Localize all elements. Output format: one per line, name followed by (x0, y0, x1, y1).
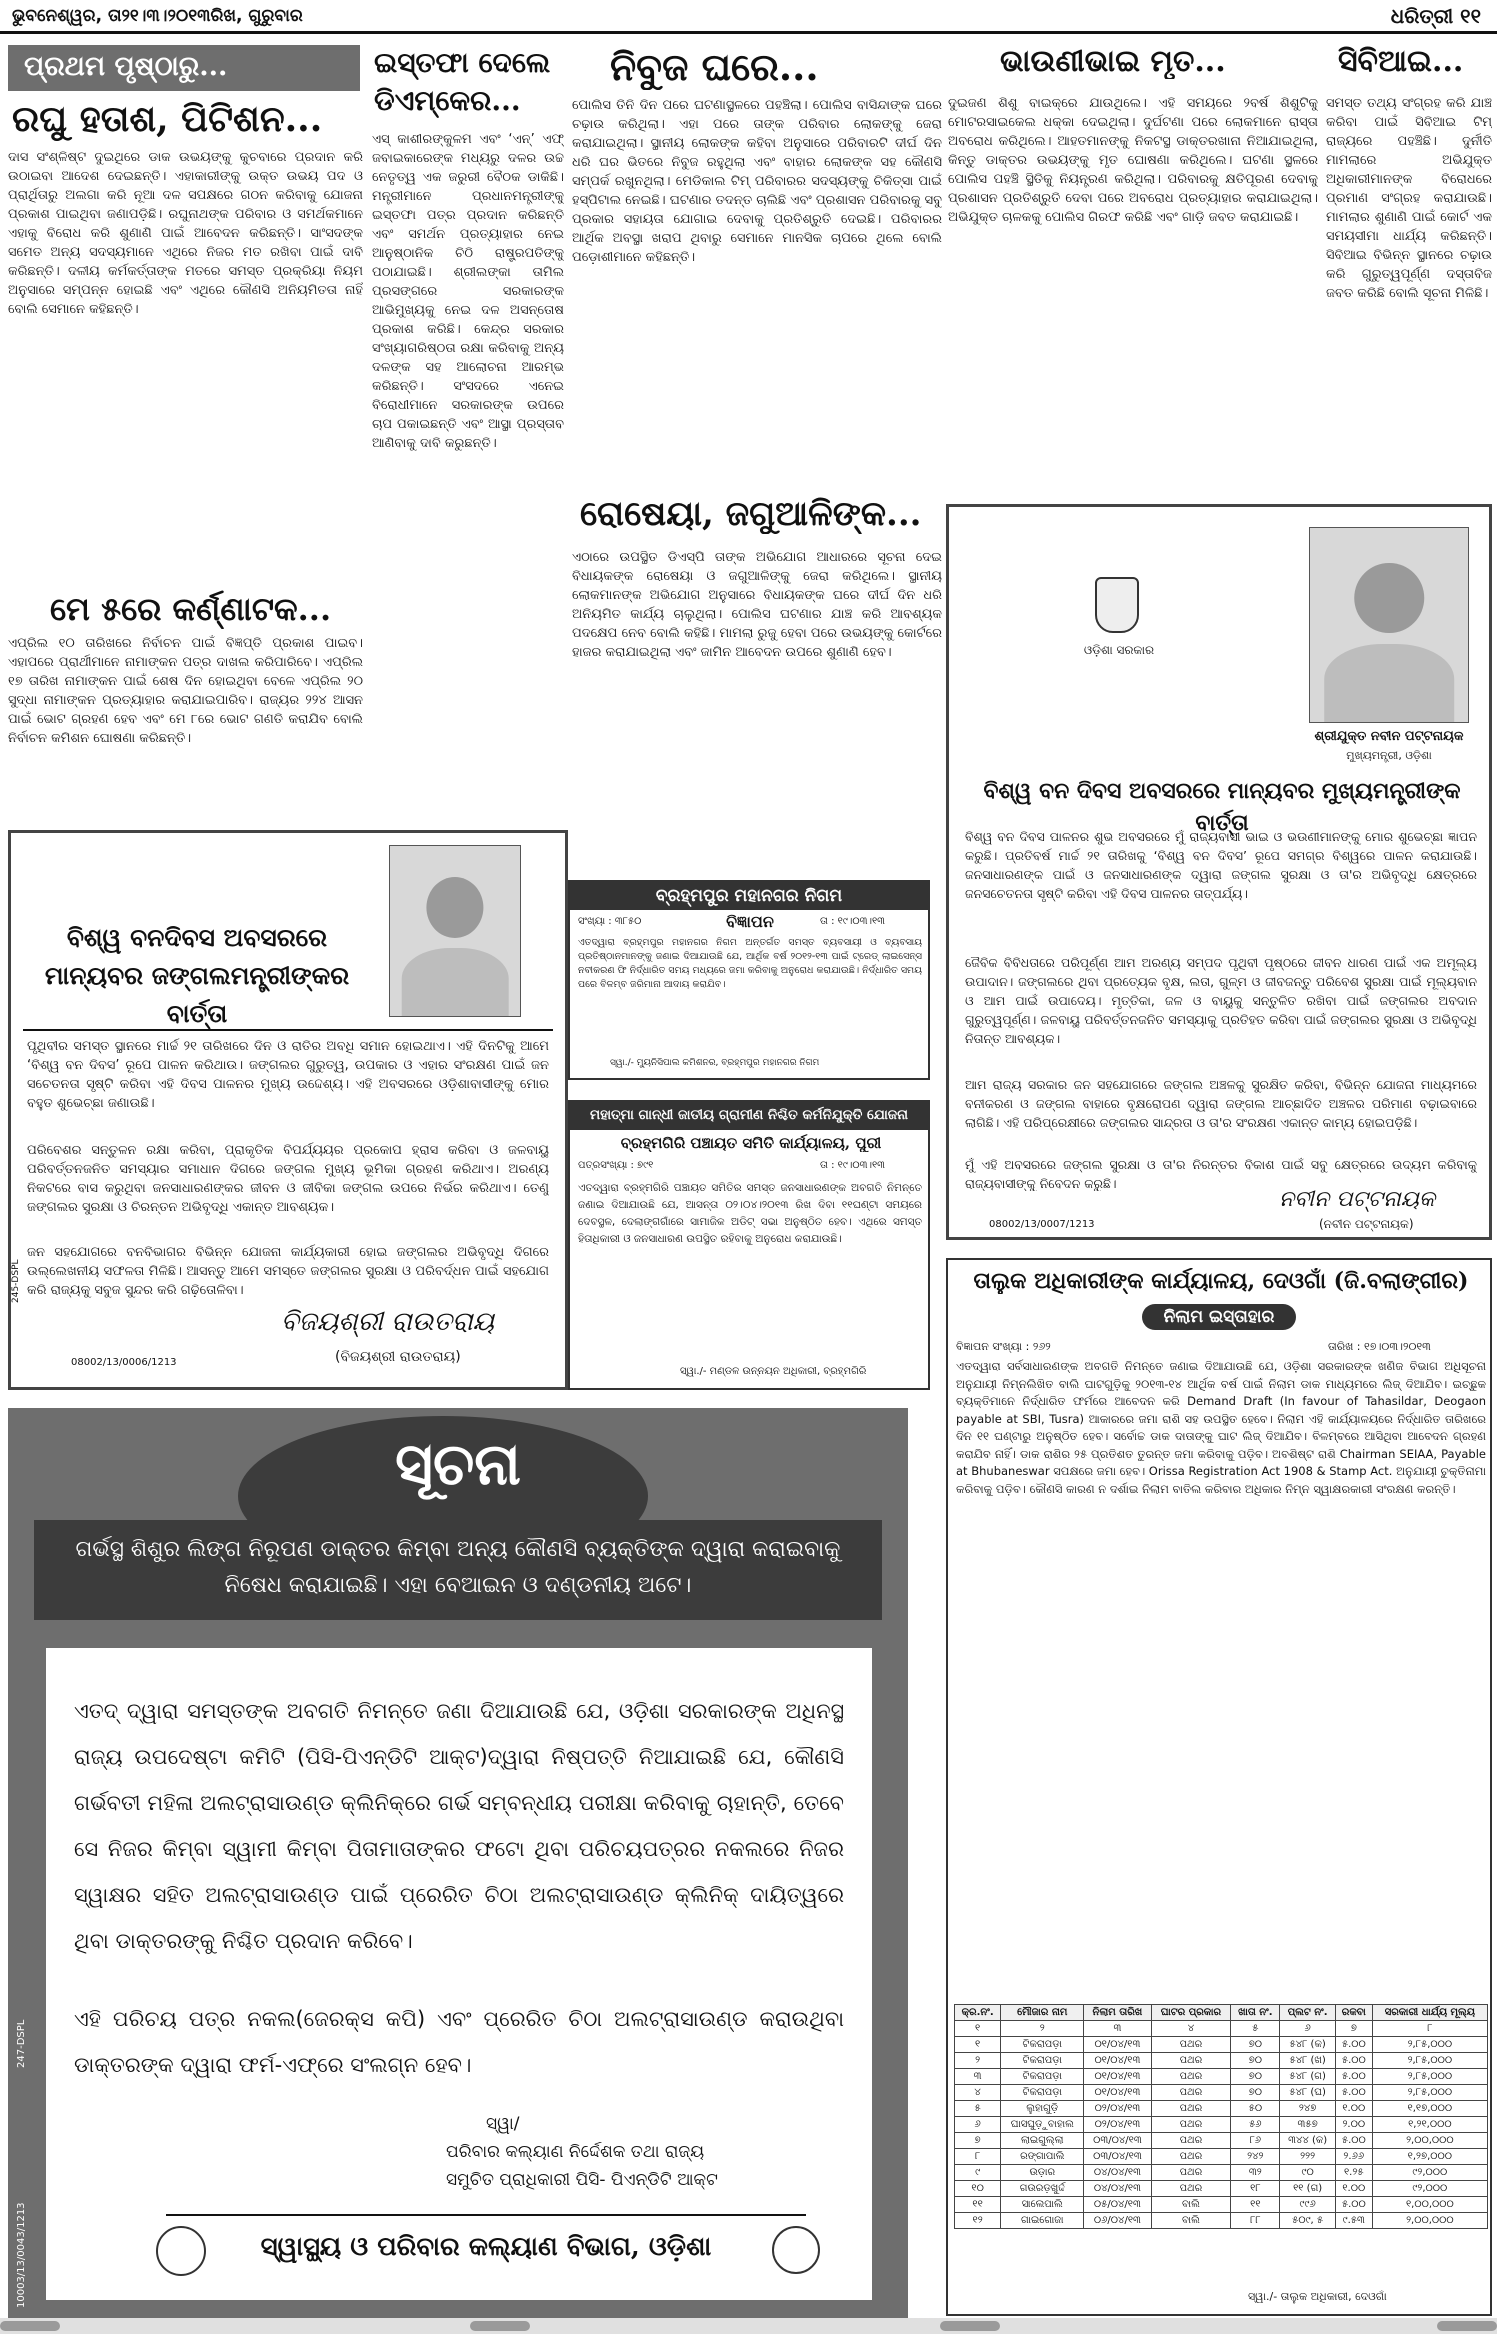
table-cell: ୫.୦୦ (1335, 2197, 1372, 2213)
table-cell: ୯ (955, 2165, 1001, 2181)
table-cell: ୫୪୮ (ଖ) (1280, 2053, 1336, 2069)
table-cell: ଘାସଘୁଡ଼ୁବାହାଲ (1001, 2117, 1084, 2133)
table-cell: ୫.୦୦ (1335, 2133, 1372, 2149)
table-cell: ଟିକରାପଡ଼ା (1001, 2085, 1084, 2101)
table-cell: ୧.୦୦ (1335, 2101, 1372, 2117)
cm-signer: (ନବୀନ ପଟ୍ଟନାୟକ) (1319, 1217, 1414, 1231)
suchana-body-panel (46, 1648, 872, 2300)
mgnrega-office: ବ୍ରହ୍ମଗିରି ପଞ୍ଚାୟତ ସମିତି କାର୍ଯ୍ୟାଳୟ, ପୁରୀ (620, 1134, 882, 1152)
tehsil-body: ଏତଦ୍ୱାରା ସର୍ବସାଧାରଣଙ୍କ ଅବଗତି ନିମନ୍ତେ ଜଣାଇ ଦିଆଯାଉଛି ଯେ, ଓଡ଼ିଶା ସରକାରଙ୍କ ଖଣିଜ ବିଭାଗ ଅଧିସୂଚନା ଅନୁଯାୟୀ ନିମ୍ନଲିଖିତ ବାଲି ଘାଟଗୁଡ଼ିକୁ ୨୦୧୩-୧୪ ଆର୍ଥିକ ବର୍ଷ ପାଇଁ ନିଲାମ ଡାକ ମାଧ୍ୟମରେ ଲିଜ୍ ଦିଆଯିବ। ଇଚ୍ଛୁକ ବ୍ୟକ୍ତିମାନେ ନିର୍ଦ୍ଧାରିତ ଫର୍ମରେ ଆବେଦନ କରି Demand Draft (In favour of Tahasildar, Deogaon payable at SBI, Tusra) ଆକାରରେ ଜମା ରାଶି ସହ ଉପସ୍ଥିତ ହେବେ। ନିଲାମ ଏହି କାର୍ଯ୍ୟାଳୟରେ ନିର୍ଦ୍ଧାରିତ ତାରିଖରେ ଦିନ ୧୧ ଘଣ୍ଟାରୁ ଅନୁଷ୍ଠିତ ହେବ। ସର୍ବୋଚ୍ଚ ଡାକ ଦାତାଙ୍କୁ ଘାଟ ଲିଜ୍ ଦିଆଯିବ। ବିଳମ୍ବରେ ଆସିଥିବା ଆବେଦନ ଗ୍ରହଣ କରାଯିବ ନାହିଁ। ଡାକ ରାଶିର ୨୫ ପ୍ରତିଶତ ତୁରନ୍ତ ଜମା କରିବାକୁ ପଡ଼ିବ। ଅବଶିଷ୍ଟ ରାଶି Chairman SEIAA, Payable at Bhubaneswar ସପକ୍ଷରେ ଜମା ହେବ। Orissa Registration Act 1908 & Stamp Act. ଅନୁଯାୟୀ ଚୁକ୍ତିନାମା କରିବାକୁ ପଡ଼ିବ। କୌଣସି କାରଣ ନ ଦର୍ଶାଇ ନିଲାମ ବାତିଲ କରିବାର ଅଧିକାର ନିମ୍ନ ସ୍ୱାକ୍ଷରକାରୀ ସଂରକ୍ଷଣ କରନ୍ତି। (956, 1359, 1486, 1496)
berhampur-ad (568, 880, 930, 1080)
table-cell: ୧,୦୦,୦୦୦ (1372, 2197, 1487, 2213)
table-cell: ୩୨ (1231, 2165, 1280, 2181)
table-cell: ବାଲି (1151, 2197, 1231, 2213)
table-cell: ୫୪୮ (କ) (1280, 2037, 1336, 2053)
table-row (955, 2117, 1488, 2133)
cm-para3: ଆମ ରାଜ୍ୟ ସରକାର ଜନ ସହଯୋଗରେ ଜଙ୍ଗଲ ଅଞ୍ଚଳକୁ ସୁରକ୍ଷିତ କରିବା, ବିଭିନ୍ନ ଯୋଜନା ମାଧ୍ୟମରେ ବନୀକରଣ ଓ ଜଙ୍ଗଲ ବାହାରେ ବୃକ୍ଷରୋପଣ ଦ୍ୱାରା ଜଙ୍ଗଲ ଆଚ୍ଛାଦିତ ଅଞ୍ଚଳର ପରିମାଣ ବଢ଼ାଇବାରେ ଲାଗିଛି। ଏହି ପରିପ୍ରେକ୍ଷୀରେ ଜଙ୍ଗଲର ସାନ୍ଦ୍ରତା ଓ ତା'ର ସଂରକ୍ଷଣ ଏକାନ୍ତ କାମ୍ୟ ହୋଇପଡ଼ିଛି। (965, 1077, 1477, 1130)
suchana-warning: ଗର୍ଭସ୍ଥ ଶିଶୁର ଲିଙ୍ଗ ନିରୂପଣ ଡାକ୍ତର କିମ୍ବା ଅନ୍ୟ କୌଣସି ବ୍ୟକ୍ତିଙ୍କ ଦ୍ୱାରା କରାଇବାକୁ ନିଷେଧ କରାଯାଇଛି। ଏହା ବେଆଇନ ଓ ଦଣ୍ଡନୀୟ ଅଟେ। (34, 1520, 882, 1620)
table-cell: ୧୧ (955, 2197, 1001, 2213)
table-cell: ୮୮ (1231, 2213, 1280, 2229)
table-cell: ୫ (955, 2101, 1001, 2117)
auction-table-wrap (954, 2004, 1488, 2284)
table-header-cell: ମୌଜାର ନାମ (1001, 2005, 1084, 2021)
forest-minister-message (8, 830, 568, 1390)
story-title-raghu: ରଘୁ ହତାଶ, ପିଟିଶନ... (12, 98, 323, 140)
table-cell: ୩୫୭ (1280, 2117, 1336, 2133)
story-title-roshei: ରୋଷେୟା, ଜଗୁଆଳିଙ୍କ... (580, 494, 922, 534)
table-cell: ୩୪୪ (କ) (1280, 2133, 1336, 2149)
masthead-page-number: ଧରିତ୍ରୀ ୧୧ (1390, 4, 1481, 28)
tehsil-sign: ସ୍ୱା./- ତାଲୁକ ଅଧିକାରୀ, ଦେଓଗାଁ (1248, 2290, 1387, 2303)
table-cell: ୯୨,୦୦୦ (1372, 2165, 1487, 2181)
story-body-nibuja: ପୋଲିସ ତିନି ଦିନ ପରେ ଘଟଣାସ୍ଥଳରେ ପହଞ୍ଚିଲା। ପୋଲିସ ବାସିନ୍ଦାଙ୍କ ଘରେ ଚଢ଼ାଉ କରିଥିଲା। ଏହା ପରେ ତାଙ୍କ ପରିବାର ଲୋକଙ୍କୁ ଜେରା କରାଯାଇଥିଲା। ସ୍ଥାନୀୟ ଲୋକଙ୍କ କହିବା ଅନୁସାରେ ପରିବାରଟି ଦୀର୍ଘ ଦିନ ଧରି ଘର ଭିତରେ ନିବୁଜ ରହୁଥିଲା ଏବଂ ବାହାର ଲୋକଙ୍କ ସହ କୌଣସି ସମ୍ପର୍କ ରଖୁନଥିଲା। ମେଡିକାଲ ଟିମ୍ ପରିବାରର ସଦସ୍ୟଙ୍କୁ ଚିକିତ୍ସା ପାଇଁ ହସ୍ପିଟାଲ ନେଇଛି। ଘଟଣାର ତଦନ୍ତ ଚାଲିଛି ଏବଂ ପ୍ରଶାସନ ପରିବାରକୁ ସବୁ ପ୍ରକାର ସହାୟତା ଯୋଗାଇ ଦେବାକୁ ପ୍ରତିଶ୍ରୁତି ଦେଇଛି। ପରିବାରର ଆର୍ଥିକ ଅବସ୍ଥା ଖରାପ ଥିବାରୁ ସେମାନେ ମାନସିକ ଚାପରେ ଥିଲେ ବୋଲି ପଡ଼ୋଶୀମାନେ କହିଛନ୍ତି। (572, 98, 942, 265)
story-title-cbi: ସିବିଆଇ... (1338, 44, 1464, 79)
forest-minister-para1: ପୃଥିବୀର ସମସ୍ତ ସ୍ଥାନରେ ମାର୍ଚ୍ଚ ୨୧ ତାରିଖରେ ଦିନ ଓ ରାତିର ଅବଧି ସମାନ ହୋଇଥାଏ। ଏହି ଦିନଟିକୁ ଆମେ ‘ବିଶ୍ୱ ବନ ଦିବସ’ ରୂପେ ପାଳନ କରିଥାଉ। ଜଙ୍ଗଲର ଗୁରୁତ୍ୱ, ଉପକାର ଓ ଏହାର ସଂରକ୍ଷଣ ପାଇଁ ଜନ ସଚେତନତା ସୃଷ୍ଟି କରିବା ଏହି ଦିବସ ପାଳନର ମୁଖ୍ୟ ଉଦ୍ଦେଶ୍ୟ। ଏହି ଅବସରରେ ଓଡ଼ିଶାବାସୀଙ୍କୁ ମୋର ବହୁତ ଶୁଭେଚ୍ଛା ଜଣାଉଛି। (27, 1039, 549, 1111)
table-cell: ୦୩/୦୪/୧୩ (1084, 2149, 1151, 2165)
table-cell: ଲୁହାଗୁଡ଼ି (1001, 2101, 1084, 2117)
table-cell: ୫.୦୦ (1335, 2037, 1372, 2053)
mgnrega-body: ଏତଦ୍ୱାରା ବ୍ରହ୍ମଗିରି ପଞ୍ଚାୟତ ସମିତିର ସମସ୍ତ ଜନସାଧାରଣଙ୍କ ଅବଗତି ନିମନ୍ତେ ଜଣାଇ ଦିଆଯାଉଛି ଯେ, ଆସନ୍ତା ୦୨।୦୪।୨୦୧୩ ରିଖ ଦିବା ୧୧ଘଣ୍ଟା ସମୟରେ ଦେବସ୍ଥଳ, ଦେଲାଙ୍ଗଗାଁରେ ସାମାଜିକ ଅଡିଟ୍ ସଭା ଅନୁଷ୍ଠିତ ହେବ। ଏଥିରେ ସମସ୍ତ ହିତାଧିକାରୀ ଓ ଜନସାଧାରଣ ଉପସ୍ଥିତ ରହିବାକୁ ଅନୁରୋଧ କରାଯାଉଛି। (578, 1182, 922, 1245)
table-cell: ୨୪୭ (1280, 2101, 1336, 2117)
table-cell: ପଥର (1151, 2149, 1231, 2165)
table-cell: ୭୦ (1231, 2069, 1280, 2085)
suchana-sign2: ପରିବାର କଲ୍ୟାଣ ନିର୍ଦ୍ଦେଶକ ତଥା ରାଜ୍ୟ (446, 2142, 705, 2162)
page-header (0, 0, 1497, 34)
table-row (955, 2101, 1488, 2117)
cm-message-title: ବିଶ୍ୱ ବନ ଦିବସ ଅବସରରେ ମାନ୍ୟବର ମୁଖ୍ୟମନ୍ତ୍ରୀଙ୍କ ବାର୍ତ୍ତା (983, 778, 1461, 836)
table-cell: ୧,୧୭,୦୦୦ (1372, 2101, 1487, 2117)
table-cell: ରଙ୍ଗାପାଲି (1001, 2149, 1084, 2165)
suchana-sign3: ସମୁଚିତ ପ୍ରାଧିକାରୀ ପିସି- ପିଏନ୍‌ଡିଟି ଆକ୍ଟ (446, 2170, 718, 2190)
table-cell: ୦୧/୦୪/୧୩ (1084, 2085, 1151, 2101)
table-cell: ଟିକରାପଡ଼ା (1001, 2053, 1084, 2069)
table-cell: ୫୦ (1231, 2101, 1280, 2117)
table-header-cell: ପ୍ଲଟ ନଂ. (1280, 2005, 1336, 2021)
table-cell: ୨,୮୫,୦୦୦ (1372, 2069, 1487, 2085)
table-cell: ୮ (955, 2149, 1001, 2165)
table-cell: ପଥର (1151, 2053, 1231, 2069)
table-cell: ଲାଇଗୁଲ୍ଲା (1001, 2133, 1084, 2149)
table-cell: ୧୨ (955, 2213, 1001, 2229)
table-cell: ୫୬ (1231, 2117, 1280, 2133)
table-cell: ୨୪୨ (1231, 2149, 1280, 2165)
table-cell: ଟିକରାପଡ଼ା (1001, 2069, 1084, 2085)
table-header-cell: କ୍ର.ନଂ. (955, 2005, 1001, 2021)
cm-name: ଶ୍ରୀଯୁକ୍ତ ନବୀନ ପଟ୍ଟନାୟକ (1314, 729, 1464, 744)
story-title-dmk: ଇସ୍ତଫା ଦେଲେ ଡିଏମ୍‌କେର... (374, 46, 551, 117)
table-cell: ୧୦ (955, 2181, 1001, 2197)
table-cell: ୭ (1335, 2021, 1372, 2037)
table-cell: ସାଲେପାଲି (1001, 2197, 1084, 2213)
table-cell: ୮ (1372, 2021, 1487, 2037)
story-body-karnataka: ଏପ୍ରିଲ ୧୦ ତାରିଖରେ ନିର୍ବାଚନ ପାଇଁ ବିଜ୍ଞପ୍ତି ପ୍ରକାଶ ପାଇବ। ଏହାପରେ ପ୍ରାର୍ଥୀମାନେ ନାମାଙ୍କନ ପତ୍ର ଦାଖଲ କରିପାରିବେ। ଏପ୍ରିଲ ୧୭ ତାରିଖ ନାମାଙ୍କନ ପାଇଁ ଶେଷ ଦିନ ହୋଇଥିବା ବେଳେ ଏପ୍ରିଲ ୨୦ ସୁଦ୍ଧା ନାମାଙ୍କନ ପ୍ରତ୍ୟାହାର କରାଯାଇପାରିବ। ରାଜ୍ୟର ୨୨୪ ଆସନ ପାଇଁ ଭୋଟ ଗ୍ରହଣ ହେବ ଏବଂ ମେ ୮ରେ ଭୋଟ ଗଣତି କରାଯିବ ବୋଲି ନିର୍ବାଚନ କମିଶନ ଘୋଷଣା କରିଛନ୍ତି। (8, 636, 363, 746)
table-cell: ୪ (955, 2085, 1001, 2101)
berhampur-body: ଏତଦ୍ୱାରା ବ୍ରହ୍ମପୁର ମହାନଗର ନିଗମ ଅନ୍ତର୍ଗତ ସମସ୍ତ ବ୍ୟବସାୟୀ ଓ ବ୍ୟବସାୟ ପ୍ରତିଷ୍ଠାନମାନଙ୍କୁ ଜଣାଇ ଦିଆଯାଉଛି ଯେ, ଆର୍ଥିକ ବର୍ଷ ୨୦୧୨-୧୩ ପାଇଁ ଟ୍ରେଡ୍ ଲାଇସେନ୍ସ ନବୀକରଣ ଫି ନିର୍ଦ୍ଧାରିତ ସମୟ ମଧ୍ୟରେ ଜମା କରିବାକୁ ଅନୁରୋଧ କରାଯାଉଛି। ନିର୍ଦ୍ଧାରିତ ସମୟ ପରେ ବିଳମ୍ବ ଜରିମାନା ଆଦାୟ କରାଯିବ। (578, 937, 922, 990)
forest-minister-photo (389, 845, 521, 1017)
table-cell: ୯୨,୦୦୦ (1372, 2181, 1487, 2197)
table-cell: ୧.୨୫ (1335, 2165, 1372, 2181)
cm-ad-code: 08002/13/0007/1213 (989, 1219, 1095, 1230)
ashoka-emblem-icon (1095, 577, 1139, 633)
suchana-title: ସୂଚନା (395, 1430, 521, 1498)
story-title-bhauni: ଭାଉଣୀଭାଇ ମୃତ... (1000, 44, 1226, 79)
table-cell: ୨ (1001, 2021, 1084, 2037)
table-cell: ୧୧ (ଗ) (1280, 2181, 1336, 2197)
table-cell: ଗଉରଡ଼ଖୁର୍ଦ୍ଦ (1001, 2181, 1084, 2197)
table-cell: ୨,୦୦,୦୦୦ (1372, 2133, 1487, 2149)
table-cell: ୦୨/୦୪/୧୩ (1084, 2101, 1151, 2117)
table-cell: ୦୫/୦୪/୧୩ (1084, 2197, 1151, 2213)
table-cell: ୫୪୮ (ଗ) (1280, 2069, 1336, 2085)
table-row (955, 2085, 1488, 2101)
table-cell: ପଥର (1151, 2181, 1231, 2197)
dateline: ଭୁବନେଶ୍ୱର, ତା୨୧।୩।୨୦୧୩ରିଖ, ଗୁରୁବାର (12, 6, 303, 26)
berhampur-date: ତା : ୧୯।୦୩।୧୩ (820, 916, 886, 927)
table-row (955, 2133, 1488, 2149)
table-cell: ପଥର (1151, 2069, 1231, 2085)
table-cell: ଗାଇଗୋଜା (1001, 2213, 1084, 2229)
table-cell: ୭ (955, 2133, 1001, 2149)
table-cell: ପଥର (1151, 2037, 1231, 2053)
mgnrega-ref: ପତ୍ରସଂଖ୍ୟା : ୭୯୧ (578, 1160, 654, 1171)
table-cell: ୪ (1151, 2021, 1231, 2037)
story-body-bhauni: ଦୁଇଜଣ ଶିଶୁ ବାଇକ୍‌ରେ ଯାଉଥିଲେ। ଏହି ସମୟରେ ୨ବର୍ଷ ଶିଶୁଟିକୁ ମୋଟରସାଇକେଲ ଧକ୍କା ଦେଇଥିଲା। ଦୁର୍ଘଟଣା ପରେ ଲୋକମାନେ ରାସ୍ତା ଅବରୋଧ କରିଥିଲେ। ଆହତମାନଙ୍କୁ ନିକଟସ୍ଥ ଡାକ୍ତରଖାନା ନିଆଯାଇଥିଲା, କିନ୍ତୁ ଡାକ୍ତର ଉଭୟଙ୍କୁ ମୃତ ଘୋଷଣା କରିଥିଲେ। ଘଟଣା ସ୍ଥଳରେ ପୋଲିସ ପହଞ୍ଚି ସ୍ଥିତିକୁ ନିୟନ୍ତ୍ରଣ କରିଥିଲା। ପରିବାରକୁ କ୍ଷତିପୂରଣ ଦେବାକୁ ପ୍ରଶାସନ ପ୍ରତିଶ୍ରୁତି ଦେବା ପରେ ଅବରୋଧ ପ୍ରତ୍ୟାହାର କରାଯାଇଥିଲା। ଅଭିଯୁକ୍ତ ଚାଳକକୁ ପୋଲିସ ଗିରଫ କରିଛି ଏବଂ ଗାଡ଼ି ଜବତ କରାଯାଇଛି। (948, 96, 1318, 225)
story-body-cbi: ସମସ୍ତ ତଥ୍ୟ ସଂଗ୍ରହ କରି ଯାଞ୍ଚ କରିବା ପାଇଁ ସିବିଆଇ ଟିମ୍ ରାଜ୍ୟରେ ପହଞ୍ଚିଛି। ଦୁର୍ନୀତି ମାମଲାରେ ଅଭିଯୁକ୍ତ ଅଧିକାରୀମାନଙ୍କ ବିରୋଧରେ ପ୍ରମାଣ ସଂଗ୍ରହ କରାଯାଉଛି। ମାମଲାର ଶୁଣାଣି ପାଇଁ କୋର୍ଟ ଏକ ସମୟସୀମା ଧାର୍ଯ୍ୟ କରିଛନ୍ତି। ସିବିଆଇ ବିଭିନ୍ନ ସ୍ଥାନରେ ଚଢ଼ାଉ କରି ଗୁରୁତ୍ୱପୂର୍ଣ୍ଣ ଦସ୍ତାବିଜ ଜବତ କରିଛି ବୋଲି ସୂଚନା ମିଳିଛି। (1326, 96, 1492, 301)
emblem-caption: ଓଡ଼ିଶା ସରକାର (1083, 643, 1155, 657)
table-cell: ୨.୬୬ (1335, 2149, 1372, 2165)
berhampur-sign: ସ୍ୱା./- ମ୍ୟୁନିସିପାଲ କମିଶନର, ବ୍ରହ୍ମପୁର ମହାନଗର ନିଗମ (610, 1058, 820, 1068)
suchana-para2: ଏହି ପରିଚୟ ପତ୍ର ନକଲ(ଜେରକ୍ସ କପି) ଏବଂ ପ୍ରେରିତ ଚିଠା ଅଲଟ୍ରାସାଉଣ୍ଡ କରାଉଥିବା ଡାକ୍ତରଙ୍କ ଦ୍ୱାରା ଫର୍ମ-ଏଫ୍‌ରେ ସଂଲଗ୍ନ ହେବ। (74, 2007, 844, 2077)
table-cell: ବାଲି (1151, 2213, 1231, 2229)
table-cell: ୭୦ (1231, 2053, 1280, 2069)
side-code: 247-DSPL (16, 2019, 27, 2068)
table-cell: ୮୬ (1231, 2133, 1280, 2149)
berhampur-label: ବିଜ୍ଞାପନ (726, 912, 774, 931)
table-cell: ୧ (955, 2021, 1001, 2037)
nrhm-logo-icon (156, 2226, 206, 2276)
table-row (955, 2181, 1488, 2197)
table-row (955, 2197, 1488, 2213)
table-cell: ୬ (955, 2117, 1001, 2133)
table-cell: ପଥର (1151, 2101, 1231, 2117)
table-cell: ୭୦ (1231, 2085, 1280, 2101)
table-cell: ୧ (955, 2037, 1001, 2053)
cm-message (946, 504, 1492, 1240)
table-cell: ୨,୮୫,୦୦୦ (1372, 2037, 1487, 2053)
table-cell: ୦୩/୦୪/୧୩ (1084, 2133, 1151, 2149)
table-header-cell: ନିଲାମ ତାରିଖ (1084, 2005, 1151, 2021)
forest-minister-signer: (ବିଜୟଶ୍ରୀ ରାଉତରାୟ) (335, 1349, 461, 1365)
story-body-raghu: ଦାସ ସଂଶ୍ଳିଷ୍ଟ ଦୁଇଥିରେ ଡାକ ଉଭୟଙ୍କୁ କୁଚବାରେ ପ୍ରଦାନ କରି ଉଠାଇବା ଆଦେଶ ଦେଇଛନ୍ତି। ଏହାକାରୀଙ୍କୁ ଉକ୍ତ ଉଭୟ ପଦ ଓ ପ୍ରାର୍ଥିତାରୁ ଅଲଗା କରି ନୂଆ ଦଳ ସପକ୍ଷରେ ଗଠନ କରିବାକୁ ଯୋଜନା ପ୍ରକାଶ ପାଇଥିବା ଜଣାପଡ଼ିଛି। ରଘୁନାଥଙ୍କ ପରିବାର ଓ ସମର୍ଥକମାନେ ଏହାକୁ ବିରୋଧ କରି ଶୁଣାଣି ପାଇଁ ଆବେଦନ କରିଛନ୍ତି। ସାଂସଦଙ୍କ ସମେତ ଅନ୍ୟ ସଦସ୍ୟମାନେ ଏଥିରେ ନିଜର ମତ ରଖିବା ପାଇଁ ଦାବି କରିଛନ୍ତି। ଦଳୀୟ କର୍ମକର୍ତ୍ତାଙ୍କ ମତରେ ସମସ୍ତ ପ୍ରକ୍ରିୟା ନିୟମ ଅନୁସାରେ ସମ୍ପନ୍ନ ହୋଇଛି ଏବଂ ଏଥିରେ କୌଣସି ଅନିୟମିତତା ନାହିଁ ବୋଲି ସେମାନେ କହିଛନ୍ତି। (8, 150, 363, 317)
mgnrega-sign: ସ୍ୱା./- ମଣ୍ଡଳ ଉନ୍ନୟନ ଅଧିକାରୀ, ବ୍ରହ୍ମଗିରି (680, 1366, 867, 1377)
divider (23, 1029, 553, 1031)
mgnrega-ad (568, 1100, 930, 1390)
table-cell: ୦୪/୦୪/୧୩ (1084, 2181, 1151, 2197)
cm-para4: ମୁଁ ଏହି ଅବସରରେ ଜଙ୍ଗଲ ସୁରକ୍ଷା ଓ ତା'ର ନିରନ୍ତର ବିକାଶ ପାଇଁ ସବୁ କ୍ଷେତ୍ରରେ ଉଦ୍ୟମ କରିବାକୁ ରାଜ୍ୟବାସୀଙ୍କୁ ନିବେଦନ କରୁଛି। (965, 1157, 1477, 1191)
tehsil-ref: ବିଜ୍ଞାପନ ସଂଖ୍ୟା : ୨୬୨ (956, 1340, 1051, 1353)
suchana-notice (8, 1408, 908, 2318)
table-cell: ୫୦୯, ୫ (1280, 2213, 1336, 2229)
table-row (955, 2053, 1488, 2069)
ad-code: 08002/13/0006/1213 (71, 1357, 177, 1368)
table-cell: ୨,୦୦,୦୦୦ (1372, 2213, 1487, 2229)
divider (166, 2214, 806, 2216)
table-row (955, 2037, 1488, 2053)
table-cell: ୬ (1280, 2021, 1336, 2037)
table-header-cell: ଖାତା ନଂ. (1231, 2005, 1280, 2021)
table-cell: ୧୮ (1231, 2181, 1280, 2197)
suchana-para1: ଏତଦ୍ ଦ୍ୱାରା ସମସ୍ତଙ୍କ ଅବଗତି ନିମନ୍ତେ ଜଣା ଦିଆଯାଉଛି ଯେ, ଓଡ଼ିଶା ସରକାରଙ୍କ ଅଧିନସ୍ଥ ରାଜ୍ୟ ଉପଦେଷ୍ଟା କମିଟି (ପିସି-ପିଏନ୍‌ଡିଟି ଆକ୍ଟ)ଦ୍ୱାରା ନିଷ୍ପତ୍ତି ନିଆଯାଇଛି ଯେ, କୌଣସି ଗର୍ଭବତୀ ମହିଳା ଅଲଟ୍ରାସାଉଣ୍ଡ କ୍ଲିନିକ୍‌ରେ ଗର୍ଭ ସମ୍ବନ୍ଧୀୟ ପରୀକ୍ଷା କରିବାକୁ ଚାହାନ୍ତି, ତେବେ ସେ ନିଜର କିମ୍ବା ସ୍ୱାମୀ କିମ୍ବା ପିତାମାତାଙ୍କର ଫଟୋ ଥିବା ପରିଚୟପତ୍ରର ନକଲରେ ନିଜର ସ୍ୱାକ୍ଷର ସହିତ ଅଲଟ୍ରାସାଉଣ୍ଡ ପାଇଁ ପ୍ରେରିତ ଚିଠା ଅଲଟ୍ରାସାଉଣ୍ଡ କ୍ଲିନିକ୍ ଦାୟିତ୍ୱରେ ଥିବା ଡାକ୍ତରଙ୍କୁ ନିଶ୍ଚିତ ପ୍ରଦାନ କରିବେ। (74, 1699, 844, 1953)
table-cell: ୦୧/୦୪/୧୩ (1084, 2069, 1151, 2085)
page-footer-strip (0, 2318, 1497, 2334)
table-cell: ୦୧/୦୪/୧୩ (1084, 2053, 1151, 2069)
table-cell: ୧,୨୭,୦୦୦ (1372, 2149, 1487, 2165)
suchana-sign1: ସ୍ୱା/ (486, 2114, 520, 2134)
table-row (955, 2213, 1488, 2229)
auction-table (954, 2004, 1488, 2229)
table-cell: ୨ (955, 2053, 1001, 2069)
table-cell: ୦୬/୦୪/୧୩ (1084, 2213, 1151, 2229)
table-header-cell: ରକବା (1335, 2005, 1372, 2021)
table-row (955, 2149, 1488, 2165)
forest-minister-signature: ବିଜୟଶ୍ରୀ ରାଉତରାୟ (281, 1307, 495, 1337)
table-row (955, 2069, 1488, 2085)
table-cell: ୧.୦୦ (1335, 2181, 1372, 2197)
cm-signature: ନବୀନ ପଟ୍ଟନାୟକ (1279, 1187, 1436, 1212)
auction-pill: ନିଲାମ ଇସ୍ତାହାର (1142, 1304, 1297, 1330)
tehsil-date: ତାରିଖ : ୧୭।୦୩।୨୦୧୩ (1328, 1340, 1431, 1353)
story-body-dmk: ଏସ୍ କାଶୀରଙ୍କୁଳମ ଏବଂ ‘ଏନ୍’ ଏଫ୍ ଜବାଇକାରେଙ୍କ ମଧ୍ୟରୁ ଦଳର ଉଚ୍ଚ ନେତୃତ୍ୱ ଏକ ଜରୁରୀ ବୈଠକ ଡାକିଛି। ମନ୍ତ୍ରୀମାନେ ପ୍ରଧାନମନ୍ତ୍ରୀଙ୍କୁ ଇସ୍ତଫା ପତ୍ର ପ୍ରଦାନ କରିଛନ୍ତି ଏବଂ ସମର୍ଥନ ପ୍ରତ୍ୟାହାର ନେଇ ଆନୁଷ୍ଠାନିକ ଚିଠି ରାଷ୍ଟ୍ରପତିଙ୍କୁ ପଠାଯାଇଛି। ଶ୍ରୀଲଙ୍କା ତାମିଲ ପ୍ରସଙ୍ଗରେ ସରକାରଙ୍କ ଆଭିମୁଖ୍ୟକୁ ନେଇ ଦଳ ଅସନ୍ତୋଷ ପ୍ରକାଶ କରିଛି। କେନ୍ଦ୍ର ସରକାର ସଂଖ୍ୟାଗରିଷ୍ଠତା ରକ୍ଷା କରିବାକୁ ଅନ୍ୟ ଦଳଙ୍କ ସହ ଆଲୋଚନା ଆରମ୍ଭ କରିଛନ୍ତି। ସଂସଦରେ ଏନେଇ ବିରୋଧୀମାନେ ସରକାରଙ୍କ ଉପରେ ଚାପ ପକାଇଛନ୍ତି ଏବଂ ଆସ୍ଥା ପ୍ରସ୍ତାବ ଆଣିବାକୁ ଦାବି କରୁଛନ୍ତି। (372, 132, 564, 451)
story-title-nibuja: ନିବୁଜ ଘରେ... (610, 44, 819, 89)
table-cell: ୭୦ (1231, 2037, 1280, 2053)
odisha-govt-logo-icon (772, 2226, 820, 2274)
table-cell: ୨.୦୦ (1335, 2117, 1372, 2133)
table-cell: ୩ (955, 2069, 1001, 2085)
tehsil-auction-notice (946, 1258, 1492, 2316)
table-cell: ଟିକରାପଡ଼ା (1001, 2037, 1084, 2053)
table-cell: ୨୨୨ (1280, 2149, 1336, 2165)
table-cell: ୫ (1231, 2021, 1280, 2037)
table-cell: ୨,୮୫,୦୦୦ (1372, 2085, 1487, 2101)
forest-minister-title: ବିଶ୍ୱ ବନଦିବସ ଅବସରରେ ମାନ୍ୟବର ଜଙ୍ଗଲମନ୍ତ୍ରୀଙ୍କର ବାର୍ତ୍ତା (44, 923, 350, 1028)
forest-minister-para3: ଜନ ସହଯୋଗରେ ବନବିଭାଗର ବିଭିନ୍ନ ଯୋଜନା କାର୍ଯ୍ୟକାରୀ ହୋଇ ଜଙ୍ଗଲର ଅଭିବୃଦ୍ଧି ଦିଗରେ ଉଲ୍ଲେଖନୀୟ ସଫଳତା ମିଳିଛି। ଆସନ୍ତୁ ଆମେ ସମସ୍ତେ ଜଙ୍ଗଲର ସୁରକ୍ଷା ଓ ପରିବର୍ଦ୍ଧନ ପାଇଁ ସହଯୋଗ କରି ରାଜ୍ୟକୁ ସବୁଜ ସୁନ୍ଦର କରି ଗଢ଼ିତୋଳିବା। (27, 1245, 549, 1298)
mgnrega-title: ମହାତ୍ମା ଗାନ୍ଧୀ ଜାତୀୟ ଗ୍ରାମୀଣ ନିଶ୍ଚିତ କର୍ମନିଯୁକ୍ତି ଯୋଜନା (570, 1102, 928, 1130)
forest-minister-para2: ପରିବେଶର ସନ୍ତୁଳନ ରକ୍ଷା କରିବା, ପ୍ରାକୃତିକ ବିପର୍ଯ୍ୟୟର ପ୍ରକୋପ ହ୍ରାସ କରିବା ଓ ଜଳବାୟୁ ପରିବର୍ତ୍ତନଜନିତ ସମସ୍ୟାର ସମାଧାନ ଦିଗରେ ଜଙ୍ଗଲ ମୁଖ୍ୟ ଭୂମିକା ଗ୍ରହଣ କରିଥାଏ। ଅରଣ୍ୟ ନିକଟରେ ବାସ କରୁଥିବା ଜନସାଧାରଣଙ୍କର ଜୀବନ ଓ ଜୀବିକା ଜଙ୍ଗଲ ଉପରେ ନିର୍ଭର କରିଥାଏ। ତେଣୁ ଜଙ୍ଗଲର ସୁରକ୍ଷା ଓ ଚିରନ୍ତନ ଅଭିବୃଦ୍ଧି ଏକାନ୍ତ ଆବଶ୍ୟକ। (27, 1143, 549, 1215)
tehsil-pill-wrap (948, 1304, 1490, 1330)
table-row (955, 2165, 1488, 2181)
table-row (955, 2021, 1488, 2037)
table-cell: ପଥର (1151, 2085, 1231, 2101)
berhampur-ref: ସଂଖ୍ୟା : ୩୮୫୦ (578, 916, 642, 927)
cm-photo (1309, 527, 1469, 723)
table-cell: ପଥର (1151, 2133, 1231, 2149)
table-header-cell: ଘାଟର ପ୍ରକାର (1151, 2005, 1231, 2021)
tehsil-title: ତାଲୁକ ଅଧିକାରୀଙ୍କ କାର୍ଯ୍ୟାଳୟ, ଦେଓଗାଁ (ଜି.ବଲାଙ୍ଗୀର) (973, 1268, 1469, 1294)
table-header-cell: ସରକାରୀ ଧାର୍ଯ୍ୟ ମୂଲ୍ୟ (1372, 2005, 1487, 2021)
table-cell: ୨,୮୫,୦୦୦ (1372, 2053, 1487, 2069)
table-cell: ୦୪/୦୪/୧୩ (1084, 2165, 1151, 2181)
side-code: 245-DSPL (11, 1259, 21, 1303)
cm-para2: ଜୈବିକ ବିବିଧତାରେ ପରିପୂର୍ଣ୍ଣ ଆମ ଅରଣ୍ୟ ସମ୍ପଦ ପୃଥିବୀ ପୃଷ୍ଠରେ ଜୀବନ ଧାରଣ ପାଇଁ ଏକ ଅମୂଲ୍ୟ ଉପାଦାନ। ଜଙ୍ଗଲରେ ଥିବା ପ୍ରତ୍ୟେକ ବୃକ୍ଷ, ଲତା, ଗୁଳ୍ମ ଓ ଜୀବଜନ୍ତୁ ପରିବେଶ ସୁରକ୍ଷା ପାଇଁ ମୂଲ୍ୟବାନ ଓ ଆମ ପାଇଁ ଉପାଦେୟ। ମୃତ୍ତିକା, ଜଳ ଓ ବାୟୁକୁ ସନ୍ତୁଳିତ ରଖିବା ପାଇଁ ଜଙ୍ଗଲର ଅବଦାନ ଗୁରୁତ୍ୱପୂର୍ଣ୍ଣ। ଜଳବାୟୁ ପରିବର୍ତ୍ତନଜନିତ ସମସ୍ୟାକୁ ପ୍ରତିହତ କରିବା ପାଇଁ ଜଙ୍ଗଲର ସୁରକ୍ଷା ଓ ଅଭିବୃଦ୍ଧି ନିତାନ୍ତ ଆବଶ୍ୟକ। (965, 955, 1477, 1046)
story-title-karnataka: ମେ ୫ରେ କର୍ଣ୍ଣାଟକ... (50, 590, 332, 628)
table-cell: ୧୧ (1231, 2197, 1280, 2213)
table-cell: ଉଡ଼ାର (1001, 2165, 1084, 2181)
mgnrega-date: ତା : ୧୯।୦୩।୧୩ (820, 1160, 886, 1171)
table-cell: ୧,୨୧,୦୦୦ (1372, 2117, 1487, 2133)
table-cell: ୯୦ (1280, 2165, 1336, 2181)
table-cell: ପଥର (1151, 2165, 1231, 2181)
table-cell: ୩ (1084, 2021, 1151, 2037)
table-cell: ୦୧/୦୪/୧୩ (1084, 2037, 1151, 2053)
berhampur-org: ବ୍ରହ୍ମପୁର ମହାନଗର ନିଗମ (570, 882, 928, 910)
table-cell: ୯.୫୩ (1335, 2213, 1372, 2229)
table-cell: ୫୪୮ (ଘ) (1280, 2085, 1336, 2101)
suchana-footer: ସ୍ୱାସ୍ଥ୍ୟ ଓ ପରିବାର କଲ୍ୟାଣ ବିଭାଗ, ଓଡ଼ିଶା (260, 2232, 712, 2262)
front-page-continued-banner: ପ୍ରଥମ ପୃଷ୍ଠାରୁ... (8, 45, 360, 91)
table-cell: ୫.୦୦ (1335, 2069, 1372, 2085)
side-code-2: 10003/13/0043/1213 (16, 2202, 27, 2308)
table-cell: ପଥର (1151, 2117, 1231, 2133)
table-cell: ୦୨/୦୪/୧୩ (1084, 2117, 1151, 2133)
cm-para1: ବିଶ୍ୱ ବନ ଦିବସ ପାଳନର ଶୁଭ ଅବସରରେ ମୁଁ ରାଜ୍ୟବାସୀ ଭାଇ ଓ ଭଉଣୀମାନଙ୍କୁ ମୋର ଶୁଭେଚ୍ଛା ଜ୍ଞାପନ କରୁଛି। ପ୍ରତିବର୍ଷ ମାର୍ଚ୍ଚ ୨୧ ତାରିଖକୁ ‘ବିଶ୍ୱ ବନ ଦିବସ’ ରୂପେ ସମଗ୍ର ବିଶ୍ୱରେ ପାଳନ କରାଯାଉଛି। ଜନସାଧାରଣଙ୍କ ପାଇଁ ଓ ଜନସାଧାରଣଙ୍କ ଦ୍ୱାରା ଜଙ୍ଗଲ ସୁରକ୍ଷା ଓ ତା'ର ଅଭିବୃଦ୍ଧି କ୍ଷେତ୍ରରେ ଜନସଚେତନତା ସୃଷ୍ଟି କରିବା ଏହି ଦିବସ ପାଳନର ତାତ୍ପର୍ଯ୍ୟ। (965, 829, 1477, 901)
cm-designation: ମୁଖ୍ୟମନ୍ତ୍ରୀ, ଓଡ଼ିଶା (1346, 749, 1432, 762)
table-cell: ୫.୦୦ (1335, 2085, 1372, 2101)
story-body-roshei: ଏଠାରେ ଉପସ୍ଥିତ ଡିଏସ୍ପି ତାଙ୍କ ଅଭିଯୋଗ ଆଧାରରେ ସୂଚନା ଦେଇ ବିଧାୟକଙ୍କ ରୋଷେୟା ଓ ଜଗୁଆଳିଙ୍କୁ ଜେରା କରିଥିଲେ। ସ୍ଥାନୀୟ ଲୋକମାନଙ୍କ ଅଭିଯୋଗ ଅନୁସାରେ ବିଧାୟକଙ୍କ ଘରେ ଦୀର୍ଘ ଦିନ ଧରି ଅନିୟମିତ କାର୍ଯ୍ୟ ଚାଲୁଥିଲା। ପୋଲିସ ଘଟଣାର ଯାଞ୍ଚ କରି ଆବଶ୍ୟକ ପଦକ୍ଷେପ ନେବ ବୋଲି କହିଛି। ମାମଲା ରୁଜୁ ହେବା ପରେ ଉଭୟଙ୍କୁ କୋର୍ଟରେ ହାଜର କରାଯାଇଥିଲା ଏବଂ ଜାମିନ ଆବେଦନ ଉପରେ ଶୁଣାଣି ହେବ। (572, 550, 942, 660)
table-cell: ୯୯୬ (1280, 2197, 1336, 2213)
table-cell: ୫.୦୦ (1335, 2053, 1372, 2069)
